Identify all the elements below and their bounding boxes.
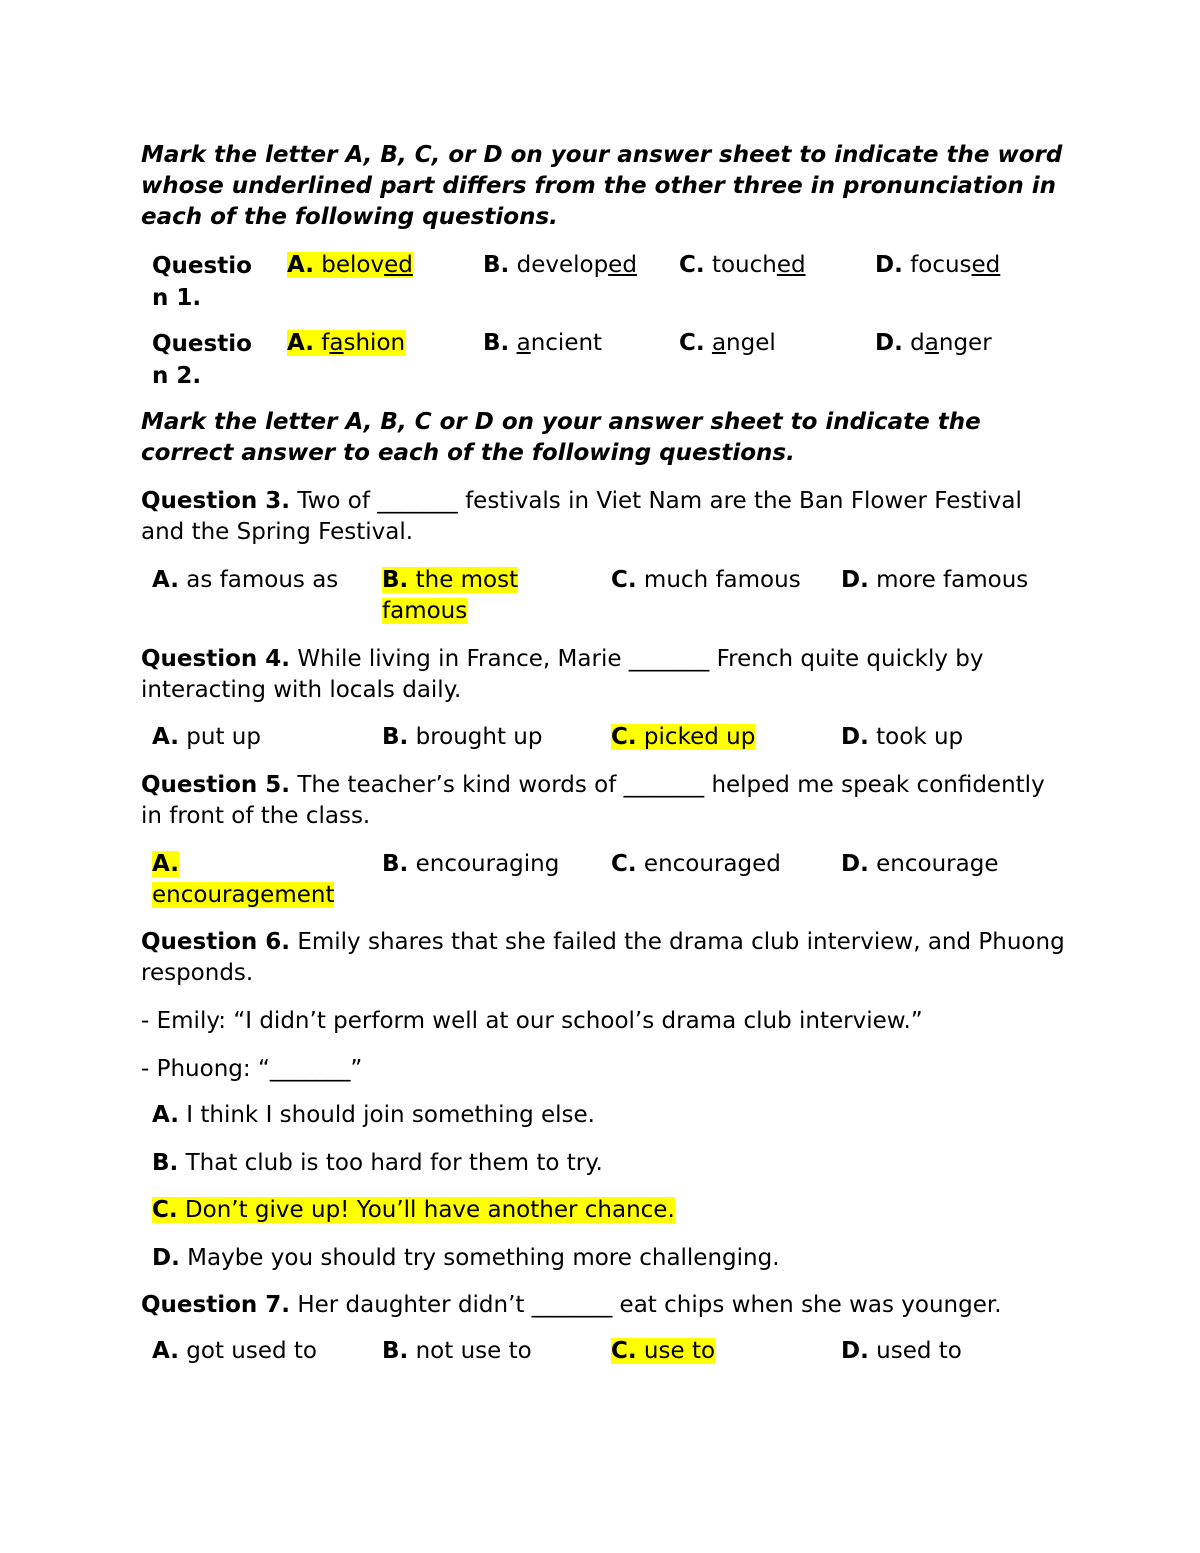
question-6-option-d[interactable]: D. Maybe you should try something more challenging. (152, 1245, 780, 1271)
section1-instruction: Mark the letter A, B, C, or D on your answer sheet to indicate the word whose underlined part differs from the other three in pronunciation in each of the following questions. (141, 142, 1063, 230)
question-6-option-c[interactable]: C. Don’t give up! You’ll have another chance. (152, 1197, 675, 1223)
section2-instruction: Mark the letter A, B, C or D on your answer sheet to indicate the correct answer to each of the following questions. (141, 409, 981, 466)
question-2-label: Questio n 2. (152, 331, 252, 389)
question-5-option-d[interactable]: D. encourage (841, 851, 999, 877)
question-6-dialogue-emily: - Emily: “I didn’t perform well at our school’s drama club interview.” (141, 1008, 923, 1034)
question-6-option-a[interactable]: A. I think I should join something else. (152, 1102, 595, 1128)
question-4-text: Question 4. While living in France, Marie _______ French quite quickly by interacting with locals daily. (141, 646, 984, 703)
question-6-dialogue-phuong: - Phuong: “_______” (141, 1056, 363, 1082)
question-7-option-c[interactable]: C. use to (611, 1338, 716, 1364)
question-1-option-b[interactable]: B. developed (483, 252, 637, 278)
question-7-options (0, 1336, 1200, 1406)
question-5-text: Question 5. The teacher’s kind words of _______ helped me speak confidently in front of the class. (141, 772, 1045, 829)
question-7-option-d[interactable]: D. used to (841, 1338, 962, 1364)
question-5-options (0, 849, 1200, 919)
question-4-option-a[interactable]: A. put up (152, 724, 261, 750)
question-1-option-c[interactable]: C. touched (679, 252, 806, 278)
question-5-option-b[interactable]: B. encouraging (382, 851, 560, 877)
question-1-label: Questio n 1. (152, 253, 252, 311)
question-7-option-b[interactable]: B. not use to (382, 1338, 532, 1364)
question-3-option-b[interactable]: B. the most famous (382, 567, 519, 624)
question-4-option-c[interactable]: C. picked up (611, 724, 756, 750)
question-4-option-d[interactable]: D. took up (841, 724, 964, 750)
question-7-option-a[interactable]: A. got used to (152, 1338, 317, 1364)
question-3-option-c[interactable]: C. much famous (611, 567, 801, 593)
question-3-option-a[interactable]: A. as famous as (152, 567, 339, 593)
question-6-option-b[interactable]: B. That club is too hard for them to try. (152, 1150, 603, 1176)
question-1-option-a[interactable]: A. beloved (287, 252, 413, 278)
question-2 (0, 328, 1200, 398)
question-2-option-c[interactable]: C. angel (679, 330, 776, 356)
question-1-option-d[interactable]: D. focused (875, 252, 1001, 278)
question-6-text: Question 6. Emily shares that she failed the drama club interview, and Phuong responds. (141, 929, 1065, 986)
question-5-option-a[interactable]: A. encouragement (152, 851, 335, 908)
question-4-option-b[interactable]: B. brought up (382, 724, 543, 750)
question-3-options (0, 565, 1200, 635)
question-2-option-d[interactable]: D. danger (875, 330, 992, 356)
question-1 (0, 250, 1200, 320)
question-7-text: Question 7. Her daughter didn’t _______ eat chips when she was younger. (141, 1292, 1002, 1318)
question-2-option-a[interactable]: A. fashion (287, 330, 406, 356)
question-3-option-d[interactable]: D. more famous (841, 567, 1029, 593)
question-3-text: Question 3. Two of _______ festivals in Viet Nam are the Ban Flower Festival and the Spring Festival. (141, 488, 1022, 545)
question-5-option-c[interactable]: C. encouraged (611, 851, 781, 877)
question-2-option-b[interactable]: B. ancient (483, 330, 603, 356)
